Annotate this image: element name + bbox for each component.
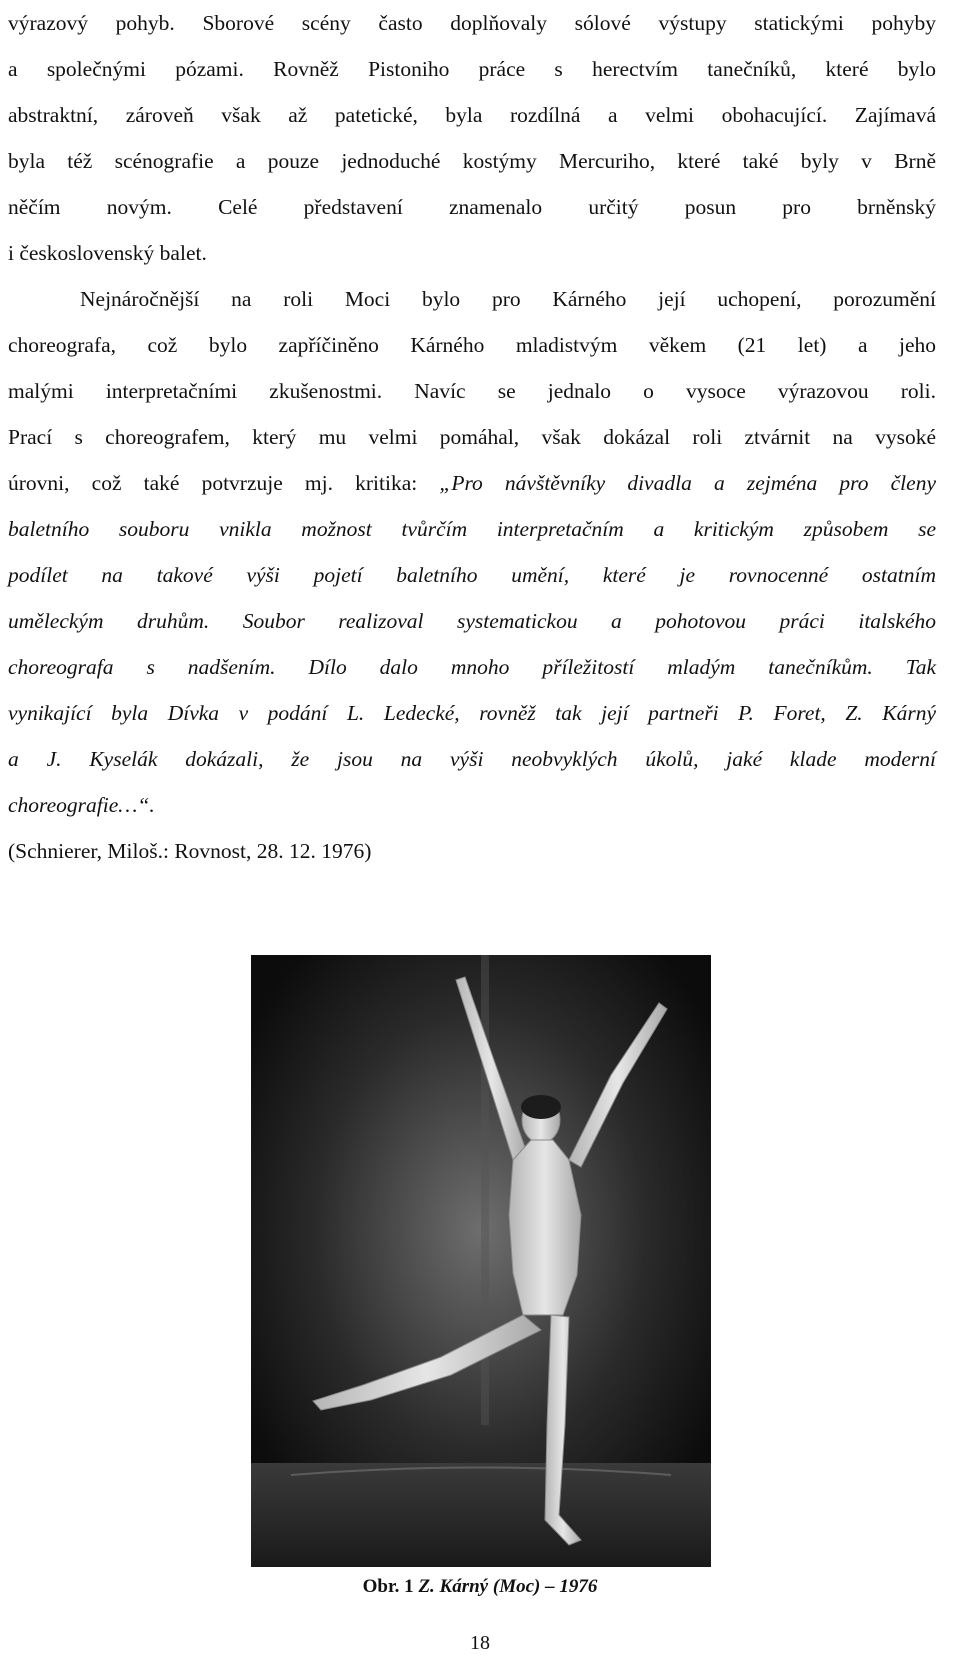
caption-label: Obr. 1: [362, 1576, 414, 1597]
quote-line: choreografa s nadšením. Dílo dalo mnoho příležitostí mladým tanečníkům. Tak: [8, 655, 936, 679]
quote-line: baletního souboru vnikla možnost tvůrčím interpretačním a kritickým způsobem se: [8, 517, 936, 541]
page-number: 18: [470, 1632, 490, 1654]
quote-line: podílet na takové výši pojetí baletního umění, které je rovnocenné ostatním: [8, 563, 936, 587]
text-line: výrazový pohyb. Sborové scény často doplňovaly sólové výstupy statickými pohyby: [8, 11, 936, 35]
citation: (Schnierer, Miloš.: Rovnost, 28. 12. 1976): [8, 839, 372, 863]
figure-caption: [0, 1576, 960, 1598]
text-line: i československý balet.: [8, 241, 207, 265]
text-line: [8, 460, 936, 506]
text-line: Prací s choreografem, který mu velmi pomáhal, však dokázal roli ztvárnit na vysoké: [8, 425, 936, 449]
quote-line: choreografie…“.: [8, 793, 155, 817]
paragraph-2: [8, 276, 936, 874]
text-line: a společnými pózami. Rovněž Pistoniho práce s herectvím tanečníků, které bylo: [8, 57, 936, 81]
quote-line: vynikající byla Dívka v podání L. Ledecké, rovněž tak její partneři P. Foret, Z. Kárný: [8, 701, 936, 725]
text-line: abstraktní, zároveň však až patetické, byla rozdílná a velmi obohacující. Zajímavá: [8, 103, 936, 127]
paragraph-1: [8, 0, 936, 276]
text-line: malými interpretačními zkušenostmi. Navíc se jednalo o vysoce výrazovou roli.: [8, 379, 936, 403]
text-plain: úrovni, což také potvrzuje mj. kritika:: [8, 471, 440, 495]
quote-line: uměleckým druhům. Soubor realizoval systematickou a pohotovou práci italského: [8, 609, 936, 633]
quote-start: „Pro návštěvníky divadla a zejména pro členy: [439, 471, 936, 495]
text-line: Nejnáročnější na roli Moci bylo pro Kárného její uchopení, porozumění: [80, 287, 936, 311]
text-line: choreografa, což bylo zapříčiněno Kárného mladistvým věkem (21 let) a jeho: [8, 333, 936, 357]
quote-line: a J. Kyselák dokázali, že jsou na výši neobvyklých úkolů, jaké klade moderní: [8, 747, 936, 771]
text-line: byla též scénografie a pouze jednoduché kostýmy Mercuriho, které také byly v Brně: [8, 149, 936, 173]
text-line: něčím novým. Celé představení znamenalo určitý posun pro brněnský: [8, 195, 936, 219]
caption-title: Z. Kárný (Moc) – 1976: [418, 1576, 598, 1597]
dancer-photo: [251, 955, 711, 1567]
